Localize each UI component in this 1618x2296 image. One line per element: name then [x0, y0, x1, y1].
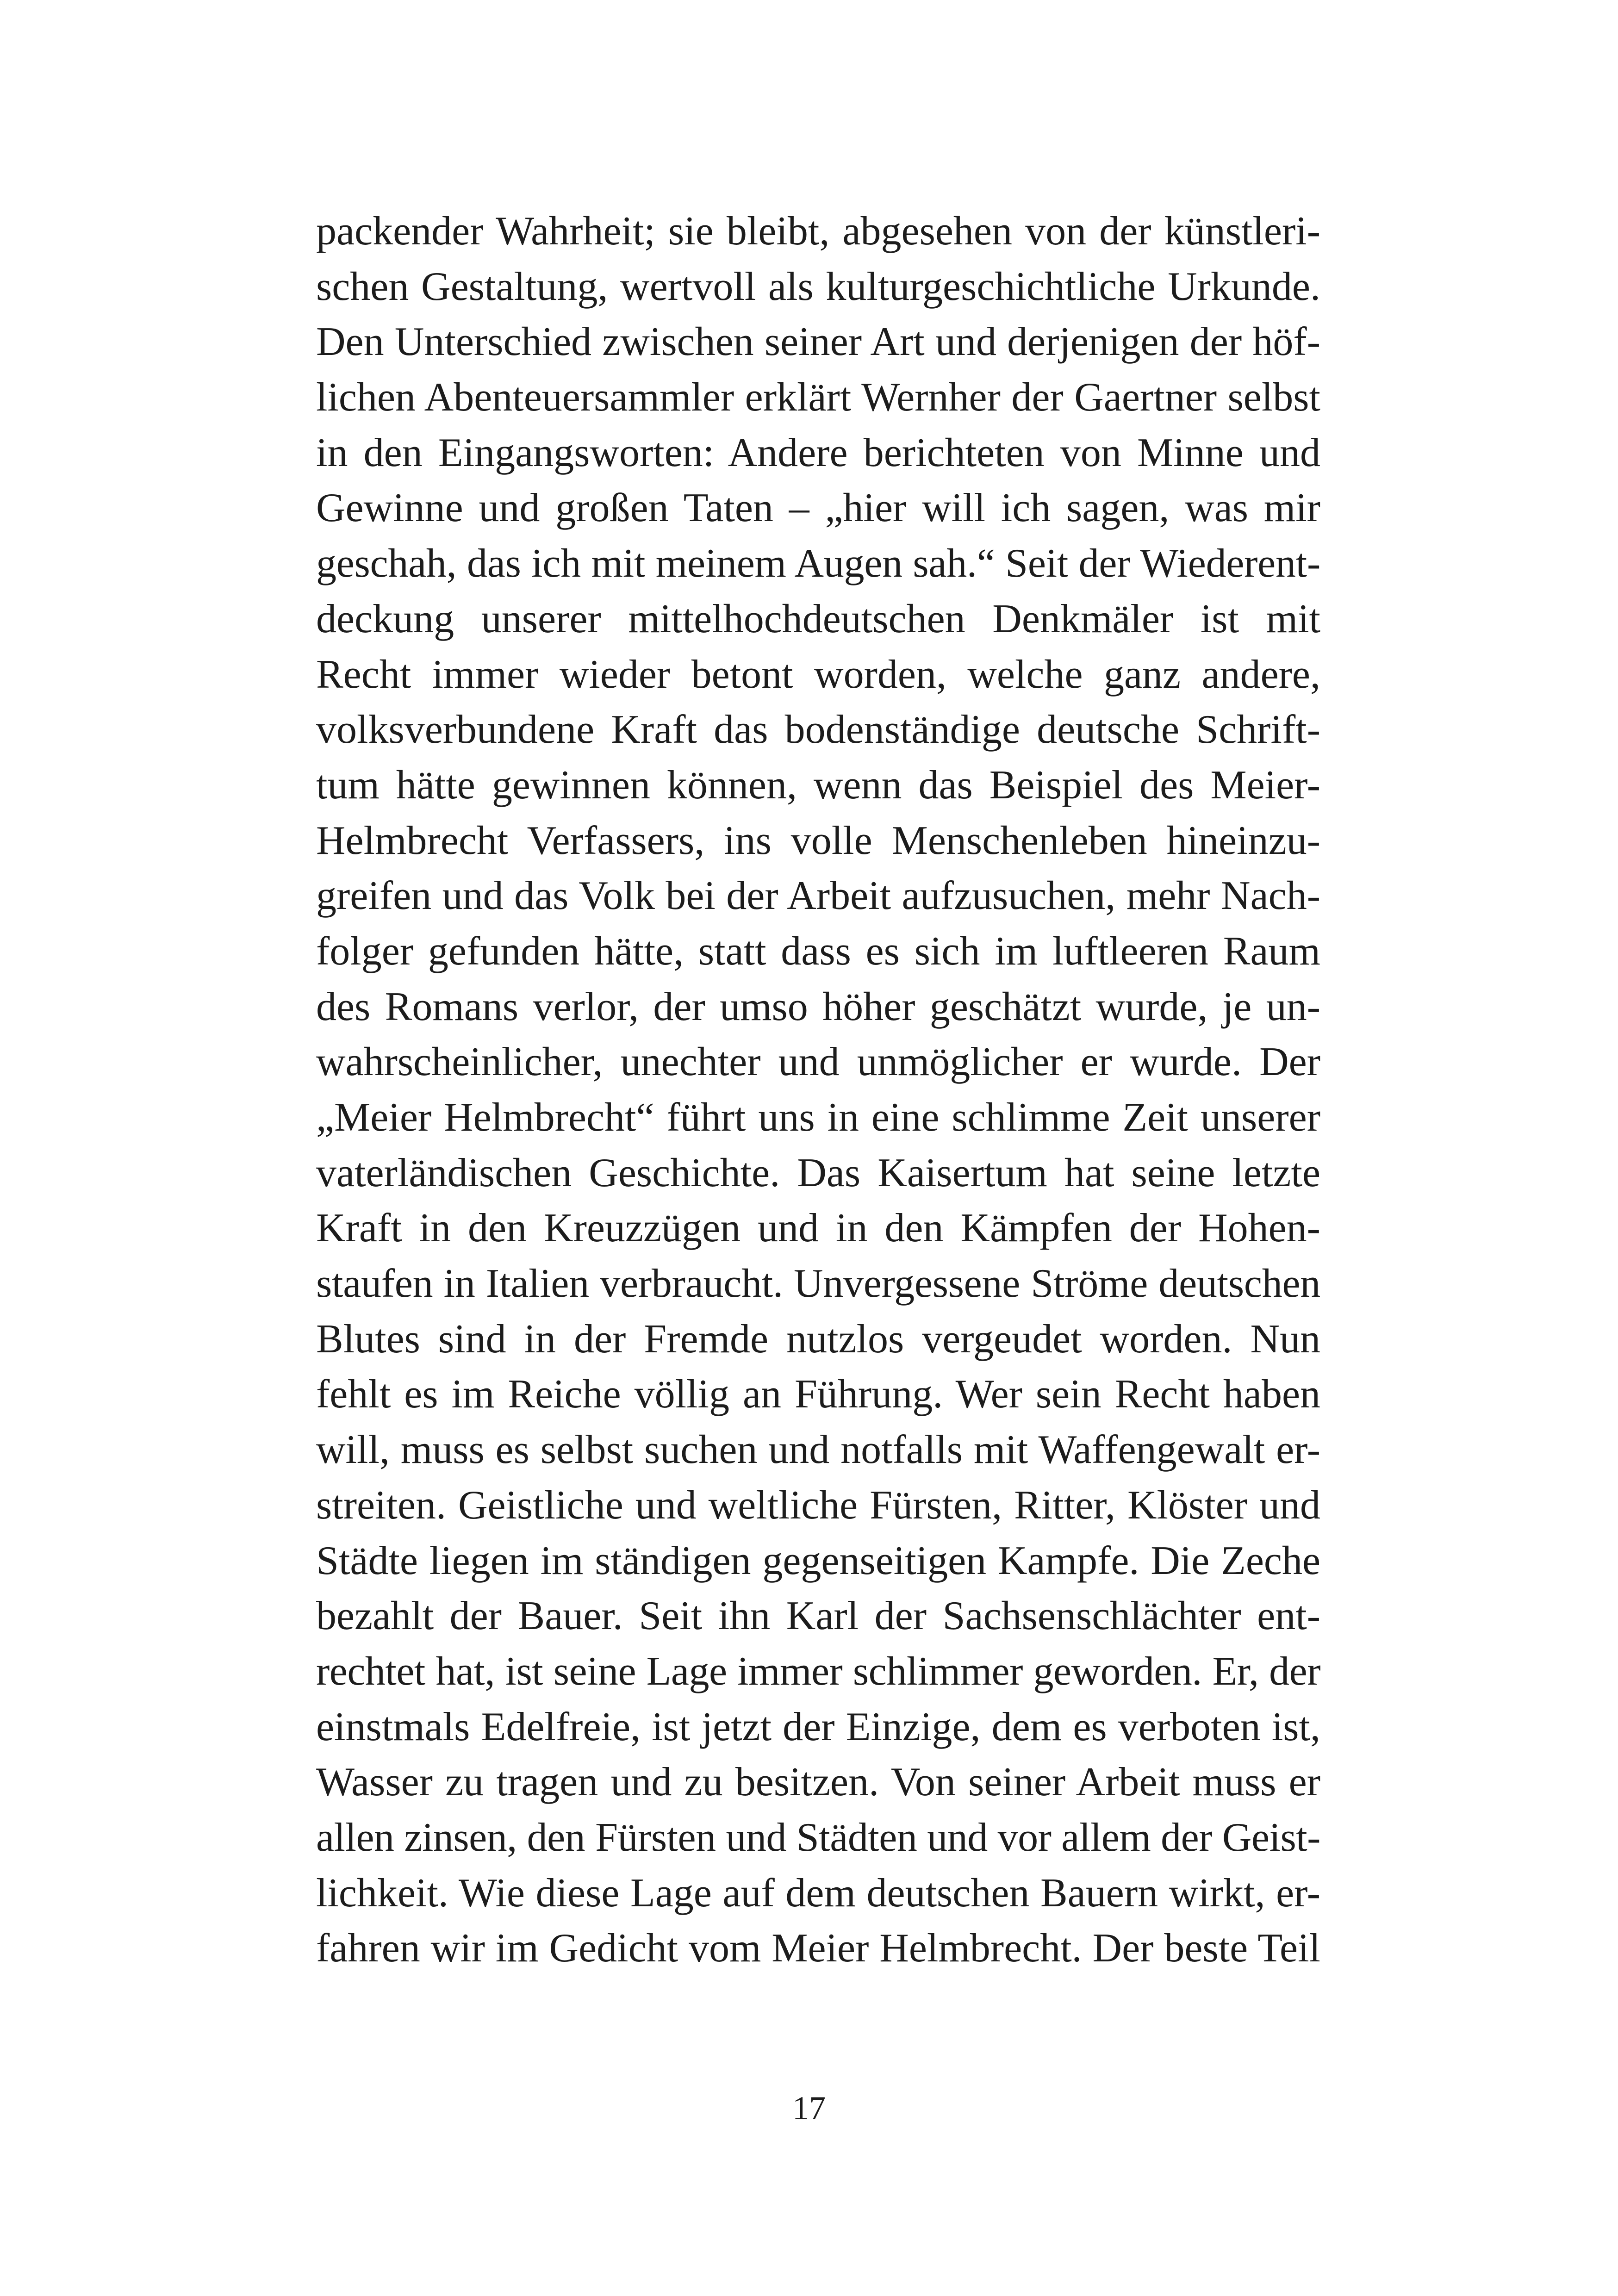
text-line: allen zinsen, den Fürsten und Städten und vor allem der Geist-	[316, 1815, 1320, 1860]
text-line: vaterländischen Geschichte. Das Kaisertum hat seine letzte	[316, 1150, 1320, 1195]
text-line: einstmals Edelfreie, ist jetzt der Einzige, dem es verboten ist,	[316, 1704, 1320, 1749]
text-line: Helmbrecht Verfassers, ins volle Menschenleben hineinzu-	[316, 818, 1320, 863]
text-line: Den Unterschied zwischen seiner Art und derjenigen der höf-	[316, 319, 1320, 365]
text-line: in den Eingangsworten: Andere berichteten von Minne und	[316, 430, 1320, 475]
text-line: tum hätte gewinnen können, wenn das Beispiel des Meier-	[316, 762, 1320, 808]
text-line: Gewinne und großen Taten – „hier will ich sagen, was mir	[316, 485, 1320, 531]
text-line: Recht immer wieder betont worden, welche ganz andere,	[316, 652, 1320, 697]
text-line: deckung unserer mittelhochdeutschen Denkmäler ist mit	[316, 596, 1320, 641]
text-line: geschah, das ich mit meinem Augen sah.“ Seit der Wiederent-	[316, 541, 1320, 586]
text-line: Kraft in den Kreuzzügen und in den Kämpfen der Hohen-	[316, 1206, 1320, 1251]
text-line: Blutes sind in der Fremde nutzlos vergeudet worden. Nun	[316, 1316, 1320, 1362]
text-line: lichen Abenteuersammler erklärt Wernher der Gaertner selbst	[316, 375, 1320, 420]
text-line: Städte liegen im ständigen gegenseitigen Kampfe. Die Zeche	[316, 1538, 1320, 1583]
text-line: rechtet hat, ist seine Lage immer schlimmer geworden. Er, der	[316, 1649, 1320, 1694]
text-line: folger gefunden hätte, statt dass es sich im luftleeren Raum	[316, 928, 1320, 974]
text-line: des Romans verlor, der umso höher geschätzt wurde, je un-	[316, 984, 1320, 1029]
body-text	[316, 204, 1320, 1976]
text-line: „Meier Helmbrecht“ führt uns in eine schlimme Zeit unserer	[316, 1095, 1320, 1140]
text-line: streiten. Geistliche und weltliche Fürsten, Ritter, Klöster und	[316, 1482, 1320, 1528]
text-line: packender Wahrheit; sie bleibt, abgesehen von der künstleri-	[316, 209, 1320, 254]
text-line: lichkeit. Wie diese Lage auf dem deutschen Bauern wirkt, er-	[316, 1870, 1320, 1916]
text-line: Wasser zu tragen und zu besitzen. Von seiner Arbeit muss er	[316, 1760, 1320, 1805]
text-line: staufen in Italien verbraucht. Unvergessene Ströme deutschen	[316, 1261, 1320, 1307]
text-line: fahren wir im Gedicht vom Meier Helmbrecht. Der beste Teil	[316, 1926, 1320, 1971]
text-line: volksverbundene Kraft das bodenständige deutsche Schrift-	[316, 707, 1320, 753]
text-line: greifen und das Volk bei der Arbeit aufzusuchen, mehr Nach-	[316, 873, 1320, 919]
text-line: bezahlt der Bauer. Seit ihn Karl der Sachsenschlächter ent-	[316, 1593, 1320, 1639]
page-number: 17	[792, 2090, 826, 2127]
text-line: wahrscheinlicher, unechter und unmöglicher er wurde. Der	[316, 1039, 1320, 1085]
text-line: will, muss es selbst suchen und notfalls mit Waffengewalt er-	[316, 1427, 1320, 1473]
text-line: schen Gestaltung, wertvoll als kulturgeschichtliche Urkunde.	[316, 264, 1320, 309]
text-line: fehlt es im Reiche völlig an Führung. Wer sein Recht haben	[316, 1372, 1320, 1417]
